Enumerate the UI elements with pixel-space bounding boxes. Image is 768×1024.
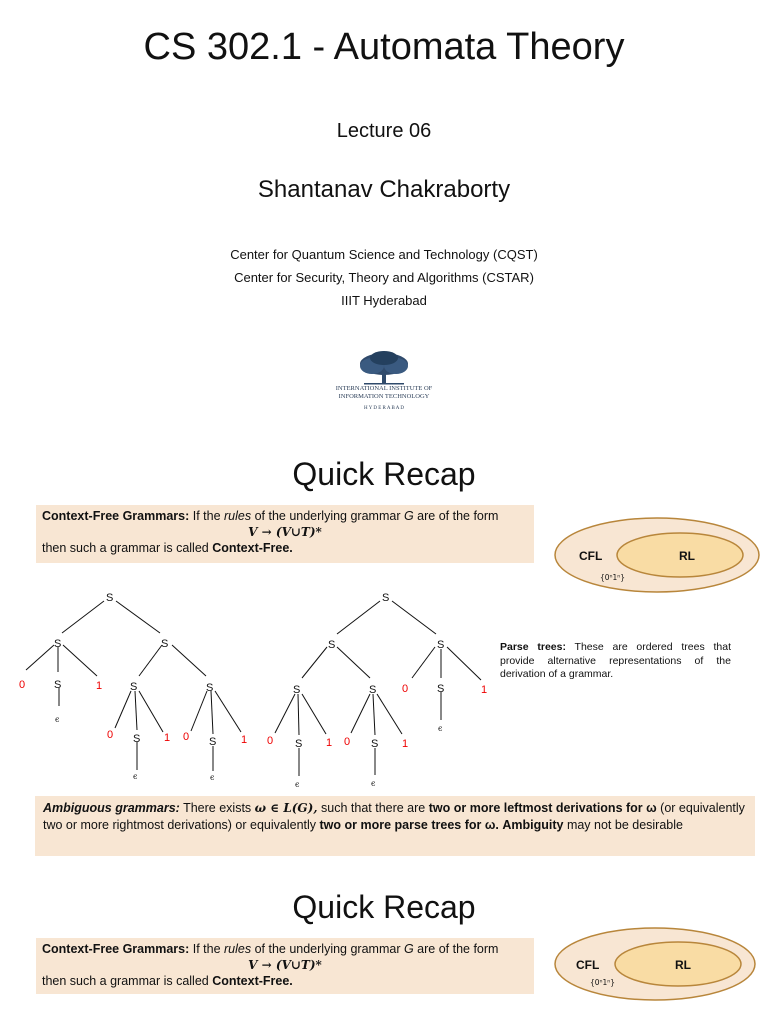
tree2-terminal-0: 0 bbox=[402, 683, 409, 695]
venn-diagram bbox=[552, 514, 762, 594]
ambiguous-text-3: (or equivalently two or more rightmost derivations) or equivalently bbox=[43, 801, 745, 832]
cfg-definition-box bbox=[36, 505, 534, 563]
tree2-node-S: S bbox=[328, 639, 336, 651]
cfg-line-3 bbox=[42, 973, 528, 989]
affiliation-2: Center for Security, Theory and Algorithms (CSTAR) bbox=[234, 270, 534, 285]
ambiguous-bold-1: two or more leftmost derivations for ω bbox=[428, 801, 657, 815]
cfg-line3-bold: Context-Free. bbox=[212, 541, 293, 555]
omega-in-language: ω ∈ L(G), bbox=[254, 801, 318, 815]
tree2-node-S: S bbox=[295, 738, 303, 750]
rules-word: rules bbox=[224, 509, 252, 523]
cfg-term: Context-Free Grammars: bbox=[42, 509, 190, 523]
recap-title-2: Quick Recap bbox=[292, 889, 476, 925]
slide-title: CS 302.1 - Automata Theory bbox=[143, 26, 625, 68]
venn-diagram-2 bbox=[552, 925, 758, 1003]
rules-word: rules bbox=[224, 942, 252, 956]
rl-label: RL bbox=[675, 958, 691, 972]
tree1-epsilon: ϵ bbox=[55, 715, 60, 724]
tree2-node-S: S bbox=[371, 738, 379, 750]
tree-edges bbox=[26, 601, 481, 776]
cfg-formula: V → (V∪T)* bbox=[248, 525, 322, 539]
tree2-node-S: S bbox=[437, 683, 445, 695]
tree1-terminal-1: 1 bbox=[96, 680, 103, 692]
example-language: {0ⁿ1ⁿ} bbox=[600, 573, 626, 582]
cfg-text-a: If the bbox=[189, 509, 225, 523]
tree1-terminal-0: 0 bbox=[19, 679, 26, 691]
tree2-root-S: S bbox=[382, 592, 390, 604]
tree1-terminal-1: 1 bbox=[164, 732, 171, 744]
cfg-line-1 bbox=[42, 508, 528, 524]
cfg-line3-prefix: then such a grammar is called bbox=[42, 541, 213, 555]
example-language: {0ⁿ1ⁿ} bbox=[590, 978, 616, 987]
iiit-logo bbox=[314, 350, 454, 420]
cfl-label: CFL bbox=[579, 549, 603, 563]
tree1-terminal-0: 0 bbox=[107, 729, 114, 741]
grammar-symbol: G bbox=[403, 942, 414, 956]
ambiguity-word: Ambiguity bbox=[498, 818, 564, 832]
tree1-node-S: S bbox=[206, 682, 214, 694]
tree1-terminal-0: 0 bbox=[183, 731, 190, 743]
cfg-line-1 bbox=[42, 941, 528, 957]
ambiguous-text-1: There exists bbox=[179, 801, 255, 815]
tree1-root-S: S bbox=[106, 592, 114, 604]
tree2-terminal-0: 0 bbox=[344, 736, 351, 748]
tree2-epsilon: ϵ bbox=[438, 724, 443, 733]
affiliation-1: Center for Quantum Science and Technology (CQST) bbox=[230, 247, 538, 262]
parse-trees-text: These are ordered trees that provide alternative representations of the derivation of a grammar. bbox=[500, 641, 731, 680]
tree2-terminal-0: 0 bbox=[267, 735, 274, 747]
grammar-symbol: G bbox=[403, 509, 414, 523]
ambiguous-term: Ambiguous grammars: bbox=[43, 801, 180, 815]
lecture-number: Lecture 06 bbox=[336, 120, 432, 142]
rl-label: RL bbox=[679, 549, 695, 563]
logo-line-2: INFORMATION TECHNOLOGY bbox=[338, 393, 430, 400]
tree1-epsilon: ϵ bbox=[133, 772, 138, 781]
cfg-text-a: If the bbox=[189, 942, 225, 956]
tree1-node-S: S bbox=[133, 733, 141, 745]
tree2-epsilon: ϵ bbox=[371, 779, 376, 788]
tree2-node-S: S bbox=[293, 684, 301, 696]
tree1-node-S: S bbox=[130, 681, 138, 693]
tree1-node-S: S bbox=[54, 679, 62, 691]
author-name: Shantanav Chakraborty bbox=[257, 176, 511, 203]
tree2-terminal-1: 1 bbox=[402, 738, 409, 750]
ambiguous-text-4: may not be desirable bbox=[563, 818, 683, 832]
logo-line-1: INTERNATIONAL INSTITUTE OF bbox=[335, 385, 433, 392]
tree1-epsilon: ϵ bbox=[210, 773, 215, 782]
tree1-terminal-1: 1 bbox=[241, 734, 248, 746]
cfg-line-3 bbox=[42, 540, 528, 556]
recap-title: Quick Recap bbox=[292, 456, 476, 492]
tree1-node-S: S bbox=[161, 638, 169, 650]
parse-trees-term: Parse trees: bbox=[500, 641, 566, 653]
ambiguous-grammars-box bbox=[35, 796, 755, 856]
tree-logo-icon bbox=[314, 350, 454, 390]
tree1-node-S: S bbox=[54, 638, 62, 650]
tree2-node-S: S bbox=[437, 639, 445, 651]
cfg-term: Context-Free Grammars: bbox=[42, 942, 190, 956]
cfg-line3-bold: Context-Free. bbox=[212, 974, 293, 988]
cfg-text-c: are of the form bbox=[413, 942, 499, 956]
affiliation-3: IIIT Hyderabad bbox=[341, 293, 427, 308]
parse-trees-note bbox=[500, 641, 731, 682]
tree1-node-S: S bbox=[209, 736, 217, 748]
cfg-definition-box-2 bbox=[36, 938, 534, 994]
cfg-formula: V → (V∪T)* bbox=[248, 958, 322, 972]
tree2-terminal-1: 1 bbox=[326, 737, 333, 749]
tree2-node-S: S bbox=[369, 684, 377, 696]
ambiguous-bold-2: two or more parse trees for ω. bbox=[319, 818, 499, 832]
tree2-terminal-1: 1 bbox=[481, 684, 488, 696]
cfg-text-c: are of the form bbox=[413, 509, 499, 523]
cfl-label: CFL bbox=[576, 958, 600, 972]
parse-trees-diagram bbox=[0, 588, 500, 793]
tree2-epsilon: ϵ bbox=[295, 780, 300, 789]
ambiguous-text-2: such that there are bbox=[317, 801, 429, 815]
cfg-line3-prefix: then such a grammar is called bbox=[42, 974, 213, 988]
cfg-text-b: of the underlying grammar bbox=[251, 942, 404, 956]
logo-line-3: H Y D E R A B A D bbox=[364, 406, 404, 411]
cfg-text-b: of the underlying grammar bbox=[251, 509, 404, 523]
